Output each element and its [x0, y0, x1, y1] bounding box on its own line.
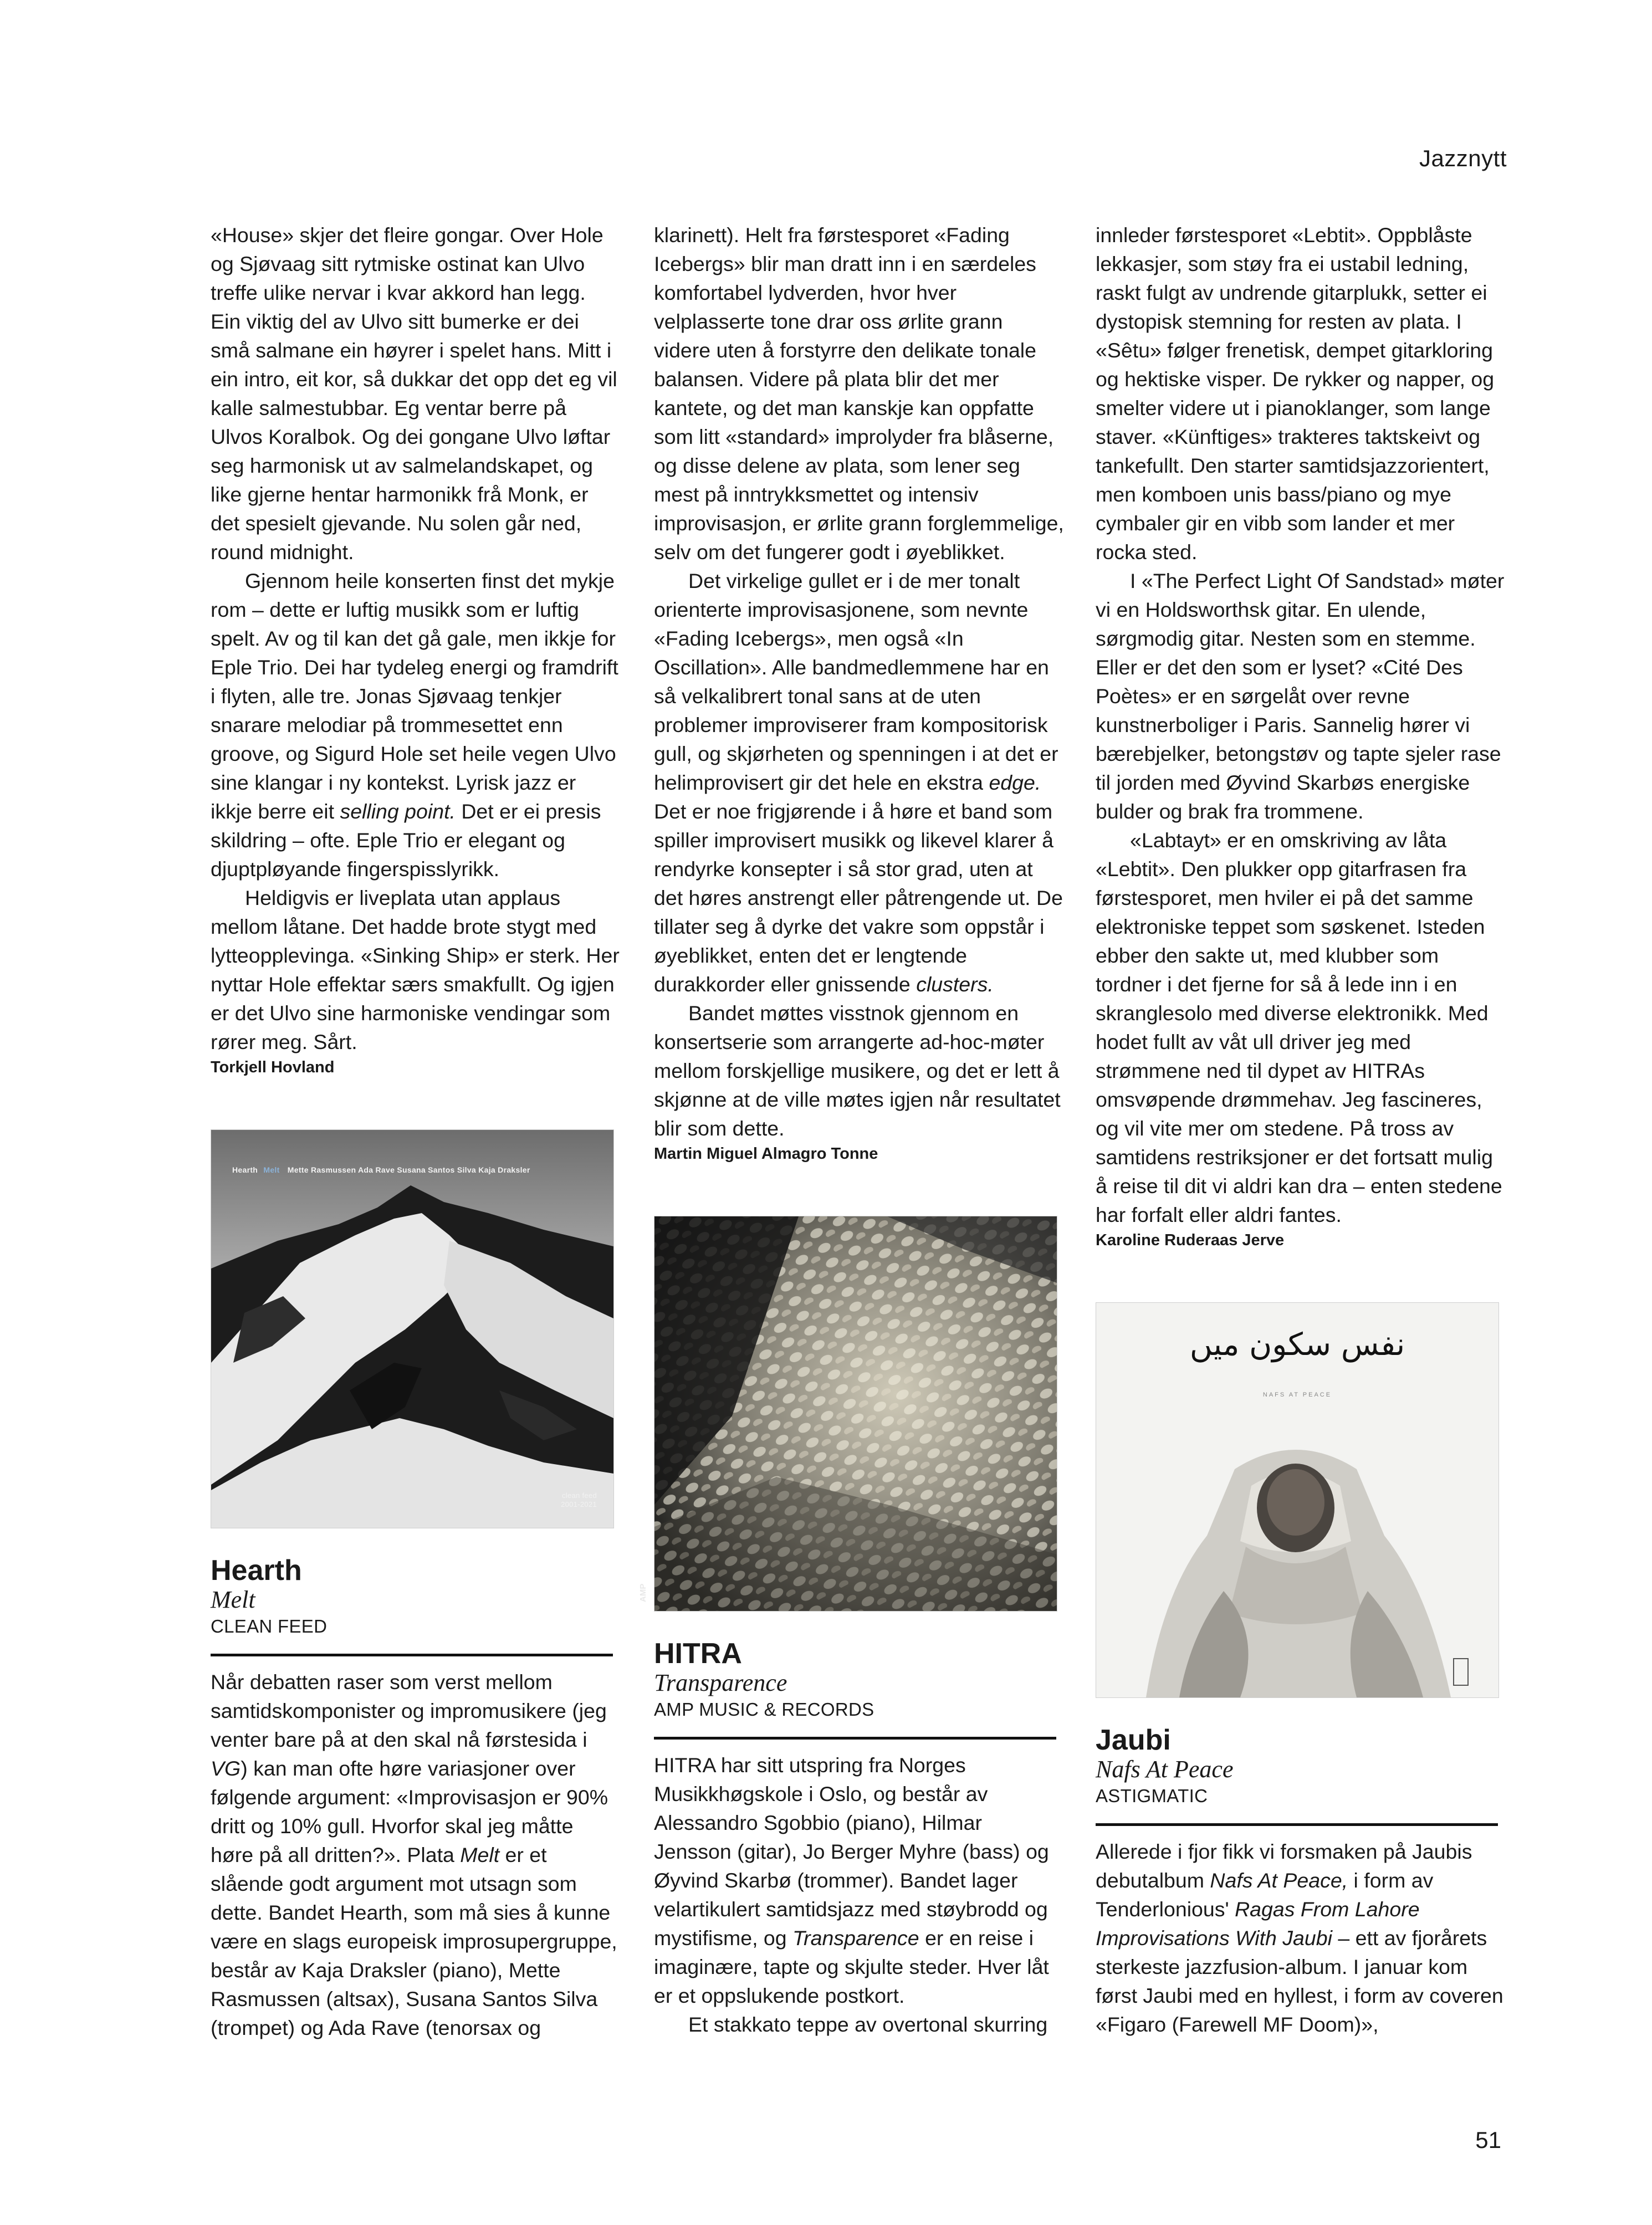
- album-title: Nafs At Peace: [1096, 1756, 1234, 1783]
- cover-subtitle: NAFS AT PEACE: [1262, 1392, 1332, 1398]
- album-cover-hearth: [211, 1129, 614, 1528]
- record-label: ASTIGMATIC: [1096, 1786, 1208, 1806]
- light-pattern-image: [654, 1216, 1057, 1611]
- review-body: HITRA har sitt utspring fra Norges Musikkhøgskole i Oslo, og består av Alessandro Sgobbio (piano), Hilmar Jensson (gitar), Jo Berger Myhre (bass) og Øyvind Skarbø (trommer). Bandet lager velartikulert samtidsjazz med støybrodd og mystifisme, og Transparence er en reise i imaginære, tapte og skjulte steder. Hver låt er et oppslukende postkort.: [654, 1753, 1049, 2007]
- mountain-image: [211, 1130, 613, 1528]
- divider: [211, 1654, 613, 1656]
- paragraph: I «The Perfect Light Of Sandstad» møter vi en Holdsworthsk gitar. En ulende, sørgmodig gitar. Nesten som en stemme. Eller er det den som er lyset? «Cité Des Poètes» er en sørgelåt over revne kunstnerboliger i Paris. Sannelig hører vi bærebjelker, betongstøv og tapte sjeler rase til jorden med Øyvind Skarbøs energiske bulder og brak fra trommene.: [1096, 569, 1505, 823]
- record-label: AMP MUSIC & RECORDS: [654, 1699, 874, 1720]
- column-1: [211, 221, 621, 2042]
- review-body: Et stakkato teppe av overtonal skurring: [688, 2013, 1048, 2036]
- byline: Torkjell Hovland: [211, 1058, 335, 1076]
- artist-name: Jaubi: [1096, 1724, 1171, 1756]
- album-cover-hitra: [638, 1216, 1057, 1612]
- cover-arabic-title: نفس سکون میں: [1189, 1327, 1405, 1363]
- byline: Karoline Ruderaas Jerve: [1096, 1231, 1285, 1249]
- review-body: Allerede i fjor fikk vi forsmaken på Jaubis debutalbum Nafs At Peace, i form av Tenderlonious' Ragas From Lahore Improvisations With Jaubi – ett av fjorårets sterkeste jazzfusion-album. I januar kom først Jaubi med en hyllest, i form av coveren «Figaro (Farewell MF Doom)»,: [1096, 1840, 1503, 2036]
- album-cover-jaubi: [1096, 1302, 1499, 1698]
- amp-logo: AMP: [638, 1583, 648, 1602]
- paragraph: Bandet møttes visstnok gjennom en konsertserie som arrangerte ad-hoc-møter mellom forskjellige musikere, og det er lett å skjønne at de ville møtes igjen når resultatet blir som dette.: [654, 1001, 1061, 1140]
- review-body: Når debatten raser som verst mellom samtidskomponister og impromusikere (jeg venter bare på at den skal nå førstesida i VG) kan man ofte høre variasjoner over følgende argument: «Improvisasjon er 90% dritt og 10% gull. Hvorfor skal jeg måtte høre på all dritten?». Plata Melt er et slående godt argument mot utsagn som dette. Bandet Hearth, som må sies å kunne være en slags europeisk improsupergruppe, består av Kaja Draksler (piano), Mette Rasmussen (altsax), Susana Santos Silva (trompet) og Ada Rave (tenorsax og: [211, 1670, 617, 2039]
- paragraph: «Labtayt» er en omskriving av låta «Lebtit». Den plukker opp gitarfrasen fra førstesporet, men hviler ei på det samme elektroniske teppet som søskenet. Isteden ebber den sakte ut, med klubber som tordner i det fjerne for så å lede inn i en skranglesolo med diverse elektronikk. Med hodet fullt av våt ull driver jeg med strømmene ned til dypet av HITRAs omsvøpende drømmehav. Jeg fascineres, og vil vite mer om stedene. På tross av samtidens restriksjoner er det fortsatt mulig å reise til dit vi aldri kan dra – enten stedene har forfalt eller aldri fantes.: [1096, 828, 1502, 1226]
- record-label: CLEAN FEED: [211, 1616, 328, 1636]
- album-title: Transparence: [654, 1669, 787, 1696]
- paragraph: «House» skjer det fleire gongar. Over Hole og Sjøvaag sitt rytmiske ostinat kan Ulvo treffe ulike nervar i kvar akkord han legg. Ein viktig del av Ulvo sitt bumerke er dei små salmane ein høyrer i spelet hans. Mitt i ein intro, eit kor, så dukkar det opp det eg vil kalle salmestubbar. Eg ventar berre på Ulvos Koralbok. Og dei gongane Ulvo løftar seg harmonisk ut av salmelandskapet, og like gjerne hentar harmonikk frå Monk, er det spesielt gjevande. Nu solen går ned, round midnight.: [211, 223, 617, 564]
- column-3: [1096, 221, 1506, 2039]
- artist-name: HITRA: [654, 1638, 742, 1670]
- byline: Martin Miguel Almagro Tonne: [654, 1145, 878, 1163]
- review-header-jaubi: [1096, 1725, 1506, 1809]
- paragraph: Heldigvis er liveplata utan applaus mellom låtane. Det hadde brote stygt med lytteopplevinga. «Sinking Ship» er sterk. Her nyttar Hole effektar særs smakfullt. Og igjen er det Ulvo sine harmoniske vendingar som rører meg. Sårt.: [211, 886, 620, 1053]
- paragraph: Gjennom heile konserten finst det mykje rom – dette er luftig musikk som er luftig spelt. Av og til kan det gå gale, men ikkje for Eple Trio. Dei har tydeleg energi og framdrift i flyten, alle tre. Jonas Sjøvaag tenkjer snarare melodiar på trommesettet enn groove, og Sigurd Hole set heile vegen Ulvo sine klangar i ny kontekst. Lyrisk jazz er ikkje berre eit selling point. Det er ei presis skildring – ofte. Eple Trio er elegant og djuptpløyande fingerspisslyrikk.: [211, 569, 618, 881]
- divider: [654, 1737, 1056, 1740]
- column-2: [638, 221, 1064, 2039]
- page-number: 51: [1475, 2127, 1501, 2153]
- paragraph: innleder førstesporet «Lebtit». Oppblåste lekkasjer, som støy fra ei ustabil ledning, raskt fulgt av undrende gitarplukk, setter ei dystopisk stemning for resten av plata. I «Sêtu» følger frenetisk, dempet gitarkloring og hektiske visper. De rykker og napper, og smelter videre ut i pianoklanger, som lange staver. «Künftiges» trakteres taktskeivt og tankefullt. Den starter samtidsjazzorientert, men komboen unis bass/piano og mye cymbaler gir en vibb som lander et mer rocka sted.: [1096, 223, 1495, 564]
- cover-credits: Hearth Melt Mette Rasmussen Ada Rave Susana Santos Silva Kaja Draksler: [232, 1165, 530, 1174]
- artist-name: Hearth: [211, 1554, 302, 1587]
- paragraph: Det virkelige gullet er i de mer tonalt orienterte improvisasjonene, som nevnte «Fading Icebergs», men også «In Oscillation». Alle bandmedlemmene har en så velkalibrert tonal sans at de uten problemer improviserer fram kompositorisk gull, og skjørheten og spenningen i at det er helimprovisert gir det hele en ekstra edge. Det er noe frigjørende i å høre et band som spiller improvisert musikk og likevel klarer å rendyrke konsepter i så stor grad, uten at det høres anstrengt eller påtrengende ut. De tillater seg å dyrke det vakre som oppstår i øyeblikket, enten det er lengtende durakkorder eller gnissende clusters.: [654, 569, 1063, 996]
- section-tag: Jazznytt: [1419, 145, 1507, 171]
- cover-label-logo: clean feed 2001-2021: [561, 1491, 597, 1508]
- review-header-hitra: [654, 1638, 1064, 1722]
- review-header-hearth: [211, 1555, 621, 1639]
- paragraph: klarinett). Helt fra førstesporet «Fading Icebergs» blir man dratt inn i en særdeles komfortabel lydverden, hvor hver velplasserte tone drar oss ørlite grann videre uten å forstyrre den delikate tonale balansen. Videre på plata blir det mer kantete, og det man kanskje kan oppfatte som litt «standard» improlyder fra blåserne, og disse delene av plata, som lener seg mest på inntrykksmettet og intensiv improvisasjon, er ørlite grann forglemmelige, selv om det fungerer godt i øyeblikket.: [654, 223, 1064, 564]
- album-title: Melt: [211, 1586, 255, 1613]
- divider: [1096, 1823, 1498, 1826]
